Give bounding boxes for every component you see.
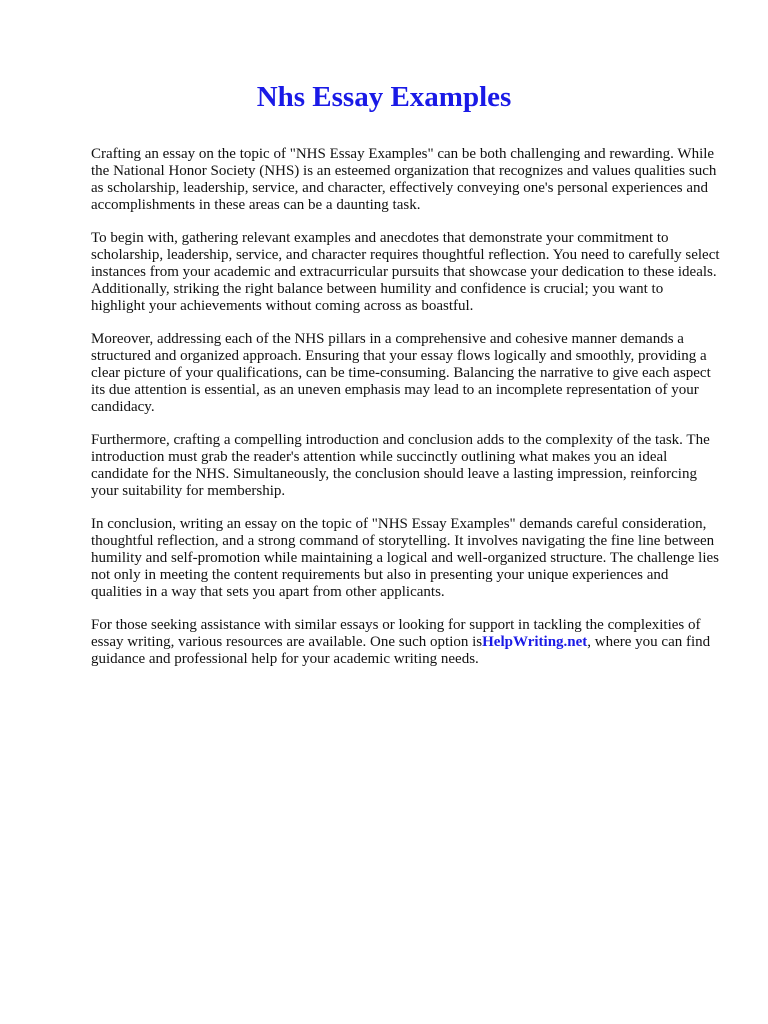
helpwriting-link[interactable]: HelpWriting.net <box>482 634 588 650</box>
document-body <box>91 146 721 684</box>
paragraph-nhs-pillars: Moreover, addressing each of the NHS pillars in a comprehensive and cohesive manner demands a structured and organized approach. Ensuring that your essay flows logically and smoothly, providing a clear picture of your qualifications, can be time-consuming. Balancing the narrative to give each aspect its due attention is essential, as an uneven emphasis may lead to an incomplete representation of your candidacy. <box>91 331 711 415</box>
paragraph-introduction-conclusion: Furthermore, crafting a compelling introduction and conclusion adds to the complexity of the task. The introduction must grab the reader's attention while succinctly outlining what makes you an ideal candidate for the NHS. Simultaneously, the conclusion should leave a lasting impression, reinforcing your suitability for membership. <box>91 432 710 499</box>
assistance-text-after-link: , where you can find guidance and professional help for your academic writing needs. <box>91 634 711 667</box>
paragraph-gathering-examples: To begin with, gathering relevant examples and anecdotes that demonstrate your commitment to scholarship, leadership, service, and character requires thoughtful reflection. You need to carefully select instances from your academic and extracurricular pursuits that showcase your dedication to these ideals. Additionally, striking the right balance between humility and confidence is crucial; you want to highlight your achievements without coming across as boastful. <box>91 230 720 314</box>
assistance-text-before-link: For those seeking assistance with similar essays or looking for support in tackling the complexities of essay writing, various resources are available. One such option is <box>91 617 701 650</box>
paragraph-intro: Crafting an essay on the topic of "NHS Essay Examples" can be both challenging and rewarding. While the National Honor Society (NHS) is an esteemed organization that recognizes and values qualities such as scholarship, leadership, service, and character, effectively conveying one's personal experiences and accomplishments in these areas can be a daunting task. <box>91 146 717 213</box>
page-title: Nhs Essay Examples <box>256 81 512 113</box>
paragraph-assistance <box>91 617 721 668</box>
paragraph-conclusion: In conclusion, writing an essay on the topic of "NHS Essay Examples" demands careful consideration, thoughtful reflection, and a strong command of storytelling. It involves navigating the fine line between humility and self-promotion while maintaining a logical and well-organized structure. The challenge lies not only in meeting the content requirements but also in presenting your unique experiences and qualities in a way that sets you apart from other applicants. <box>91 516 720 600</box>
